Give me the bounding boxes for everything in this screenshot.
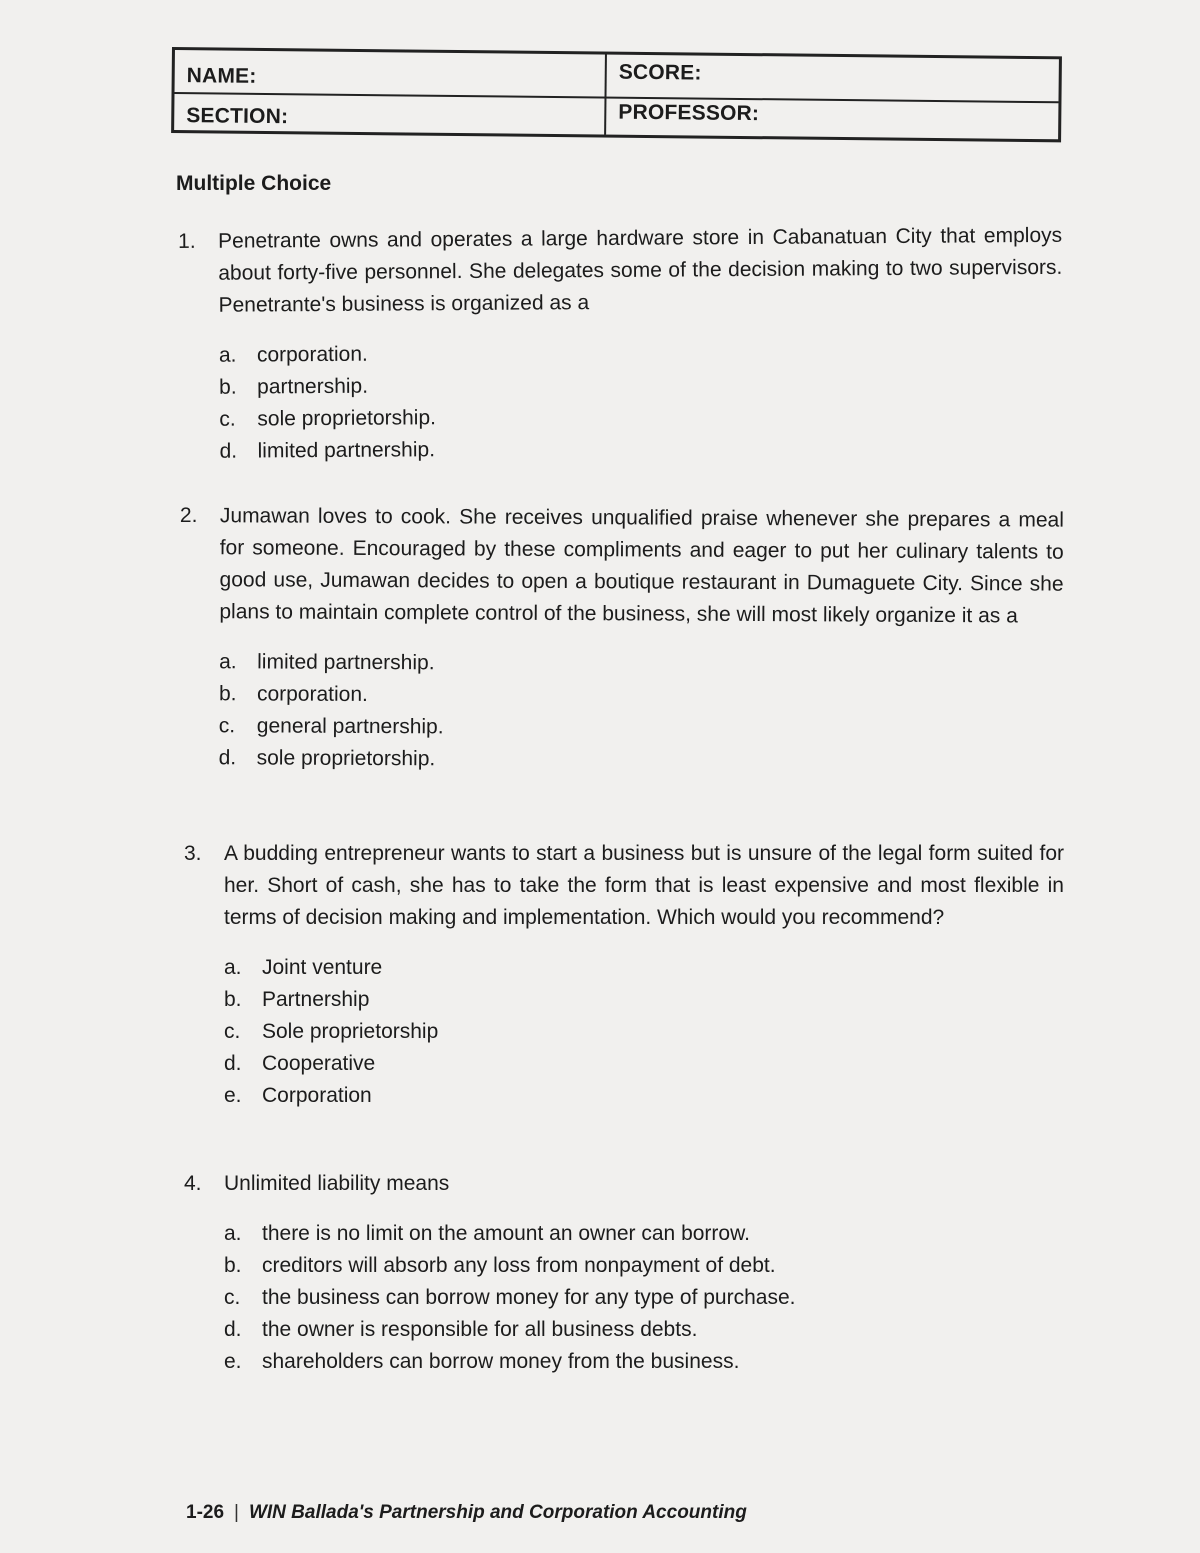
option-letter: d. [219, 439, 238, 463]
question-number: 1. [178, 229, 196, 253]
option-text: sole proprietorship. [256, 746, 436, 771]
option-letter: a. [224, 1222, 242, 1245]
option-b [219, 678, 1063, 714]
question-1 [178, 220, 1064, 468]
name-label: NAME: [186, 64, 257, 88]
option-text: Joint venture [262, 956, 383, 979]
option-text: partnership. [257, 374, 369, 399]
option-list [224, 952, 1064, 1112]
option-letter: a. [224, 956, 242, 979]
option-text: there is no limit on the amount an owner can borrow. [262, 1222, 750, 1245]
option-letter: d. [224, 1052, 242, 1075]
question-number: 3. [184, 842, 202, 865]
option-letter: b. [224, 1254, 242, 1277]
option-text: the owner is responsible for all business debts. [262, 1318, 698, 1341]
section-label: SECTION: [186, 104, 289, 129]
header-divider-vertical [604, 55, 607, 135]
question-4 [184, 1168, 1064, 1378]
option-text: limited partnership. [257, 650, 435, 675]
option-list [224, 1218, 1064, 1378]
option-d [219, 430, 1063, 468]
option-d [219, 742, 1063, 778]
option-text: sole proprietorship. [257, 406, 437, 431]
question-2 [179, 500, 1064, 779]
option-e [224, 1346, 1064, 1378]
option-a [219, 646, 1063, 682]
option-letter: e. [224, 1084, 242, 1107]
option-letter: a. [219, 650, 237, 674]
professor-label: PROFESSOR: [618, 100, 760, 126]
option-text: the business can borrow money for any type of purchase. [262, 1286, 796, 1309]
option-list [219, 334, 1064, 468]
option-text: Corporation [262, 1084, 372, 1107]
option-c [219, 710, 1063, 746]
page-number: 1-26 [186, 1502, 225, 1523]
option-list [219, 646, 1064, 778]
question-3 [184, 838, 1064, 1112]
question-number: 4. [184, 1172, 202, 1195]
option-b [224, 1250, 1064, 1282]
option-text: creditors will absorb any loss from nonpayment of debt. [262, 1254, 776, 1277]
option-letter: c. [224, 1286, 241, 1309]
option-e [224, 1080, 1064, 1112]
question-number: 2. [179, 503, 198, 528]
option-letter: c. [224, 1020, 241, 1043]
option-a [224, 952, 1064, 984]
option-letter: b. [219, 375, 237, 399]
student-info-box [171, 47, 1062, 142]
option-letter: a. [218, 343, 237, 367]
option-text: Cooperative [262, 1052, 376, 1075]
score-label: SCORE: [618, 60, 702, 85]
option-text: general partnership. [256, 714, 444, 739]
section-title: Multiple Choice [176, 172, 332, 195]
option-letter: d. [224, 1318, 242, 1341]
option-text: limited partnership. [257, 438, 436, 463]
option-d [224, 1048, 1064, 1080]
option-letter: d. [218, 746, 237, 770]
option-letter: e. [224, 1350, 242, 1373]
option-text: corporation. [256, 682, 368, 706]
option-letter: b. [224, 988, 242, 1011]
option-text: shareholders can borrow money from the business. [262, 1350, 740, 1373]
header-divider-horizontal [175, 92, 1059, 103]
option-c [224, 1016, 1064, 1048]
option-b [224, 984, 1064, 1016]
question-text: Penetrante owns and operates a large hardware store in Cabanatuan City that employs about forty-five personnel. She delegates some of the decision making to two supervisors. Penetrante's business is organized as a [218, 223, 1063, 317]
option-letter: c. [218, 714, 236, 738]
book-title: WIN Ballada's Partnership and Corporation Accounting [248, 1502, 747, 1523]
footer-separator: | [234, 1502, 239, 1523]
option-d [224, 1314, 1064, 1346]
option-letter: c. [219, 407, 236, 431]
question-text: Jumawan loves to cook. She receives unqualified praise whenever she prepares a meal for someone. Encouraged by these compliments and eager to put her culinary talents to good use, Jumawan decides to open a boutique restaurant in Dumaguete City. Since she plans to maintain complete control of the business, she will most likely organize it as a [219, 504, 1064, 628]
option-text: Sole proprietorship [262, 1020, 439, 1043]
option-c [224, 1282, 1064, 1314]
option-text: Partnership [262, 988, 370, 1011]
page-footer [186, 1502, 747, 1524]
option-letter: b. [218, 682, 237, 706]
option-a [224, 1218, 1064, 1250]
question-text: Unlimited liability means [224, 1172, 450, 1195]
question-text: A budding entrepreneur wants to start a business but is unsure of the legal form suited for her. Short of cash, she has to take the form that is least expensive and most flexible in terms of decision making and implementation. Which would you recommend? [224, 842, 1064, 929]
option-text: corporation. [256, 342, 368, 367]
